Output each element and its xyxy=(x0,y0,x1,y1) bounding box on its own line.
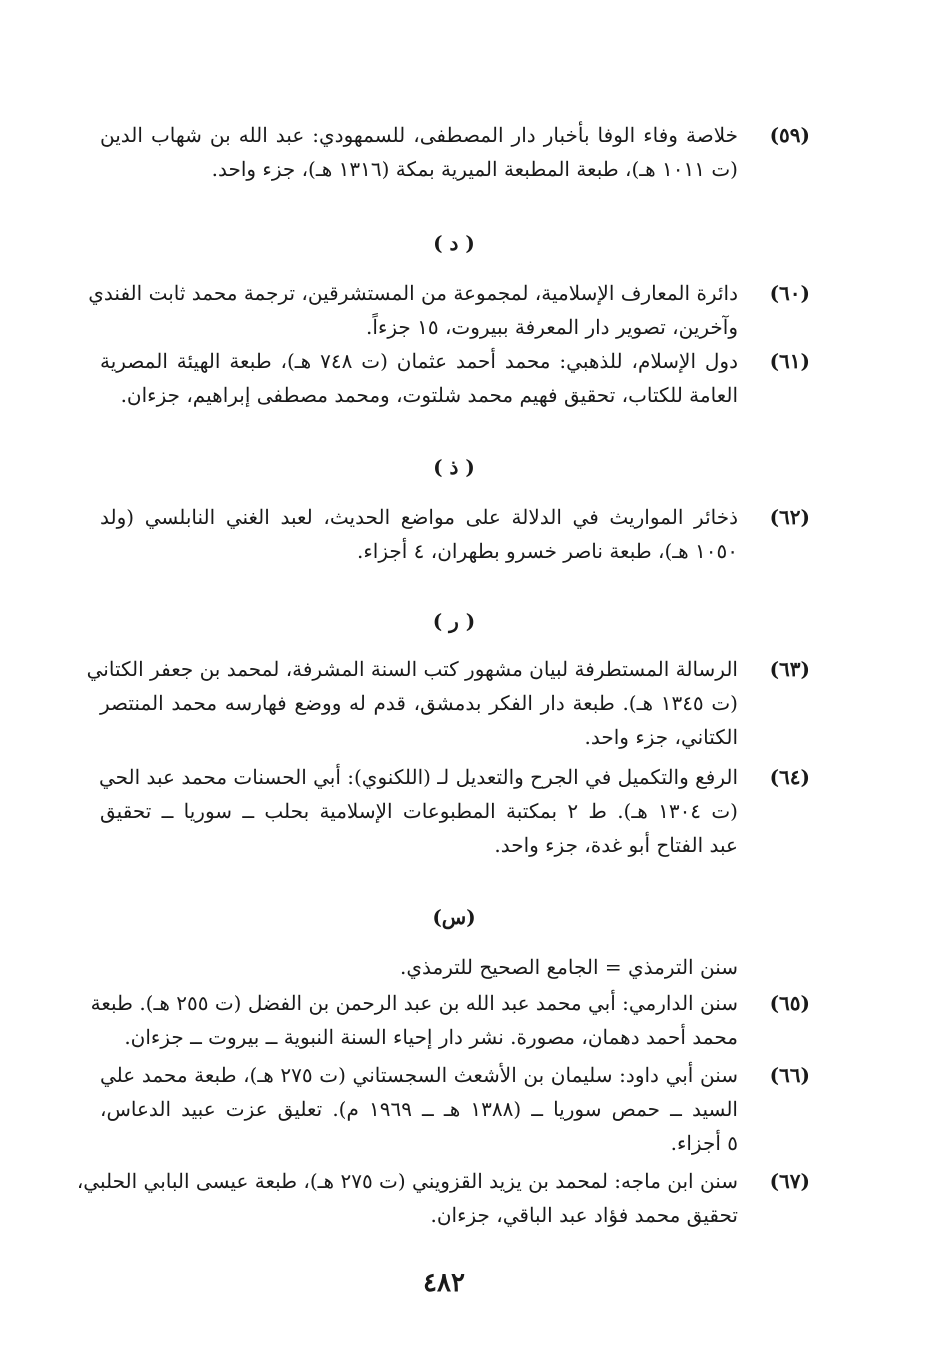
section-heading: (س) xyxy=(432,905,476,929)
bibliography-entry xyxy=(86,652,810,754)
section-heading: ( ذ ) xyxy=(433,455,475,479)
entry-number: (٦٢) xyxy=(769,505,810,529)
entry-line: دائرة المعارف الإسلامية، لمجموعة من المستشرقين، ترجمة محمد ثابت الفندي xyxy=(88,281,738,305)
entry-number: (٦١) xyxy=(769,349,810,373)
entry-number: (٦٦) xyxy=(769,1063,810,1087)
section-heading: ( د ) xyxy=(433,231,475,255)
entry-line: خلاصة وفاء الوفا بأخبار دار المصطفى، للسمهودي: عبد الله بن شهاب الدين xyxy=(100,123,738,147)
entry-line: دول الإسلام، للذهبي: محمد أحمد عثمان (ت ٧٤٨ هـ)، طبعة الهيئة المصرية xyxy=(100,349,738,373)
entry-line: محمد أحمد دهمان، مصورة. نشر دار إحياء السنة النبوية ــ بيروت ــ جزءان. xyxy=(124,1025,738,1049)
entry-line: ١٠٥٠ هـ)، طبعة ناصر خسرو بطهران، ٤ أجزاء. xyxy=(357,539,738,563)
entry-line: السيد ــ حمص سوريا ــ (١٣٨٨ هـ ــ ١٩٦٩ م). تعليق عزت عبيد الدعاس، xyxy=(100,1097,738,1121)
entry-line: الكتاني، جزء واحد. xyxy=(584,725,738,749)
entry-number: (٥٩) xyxy=(769,123,810,147)
entry-number: (٦٠) xyxy=(769,281,810,305)
entry-line: الرفع والتكميل في الجرح والتعديل لـ (اللكنوي): أبي الحسنات محمد عبد الحي xyxy=(98,765,738,789)
section-heading: ( ر ) xyxy=(432,609,476,633)
cross-reference-text: سنن الترمذي = الجامع الصحيح للترمذي. xyxy=(399,955,738,979)
entry-line: (ت ١٠١١ هـ)، طبعة المطبعة الميرية بمكة (١٣١٦ هـ)، جزء واحد. xyxy=(211,157,738,181)
entry-line: (ت ١٣٠٤ هـ). ط ٢ بمكتبة المطبوعات الإسلامية بحلب ــ سوريا ــ تحقيق xyxy=(100,799,738,823)
entry-number: (٦٥) xyxy=(769,991,810,1015)
entry-number: (٦٧) xyxy=(769,1169,810,1193)
bibliography-entry xyxy=(100,344,810,412)
entry-line: العامة للكتاب، تحقيق فهيم محمد شلتوت، ومحمد مصطفى إبراهيم، جزءان. xyxy=(120,383,738,407)
bibliography-entry xyxy=(90,986,810,1054)
bibliography-entry xyxy=(88,276,810,344)
page-number: ٤٨٢ xyxy=(423,1268,465,1298)
entry-line: ذخائر المواريث في الدلالة على مواضع الحديث، لعبد الغني النابلسي (ولد xyxy=(100,505,738,529)
entry-line: سنن الدارمي: أبي محمد عبد الله بن عبد الرحمن بن الفضل (ت ٢٥٥ هـ). طبعة xyxy=(90,991,738,1015)
entry-line: سنن ابن ماجه: لمحمد بن يزيد القزويني (ت ٢٧٥ هـ)، طبعة عيسى البابي الحلبي، xyxy=(76,1169,738,1193)
bibliography-entry xyxy=(100,1058,810,1160)
entry-line: سنن أبي داود: سليمان بن الأشعث السجستاني (ت ٢٧٥ هـ)، طبعة محمد علي xyxy=(100,1063,739,1087)
entry-line: الرسالة المستطرفة لبيان مشهور كتب السنة المشرفة، لمحمد بن جعفر الكتاني xyxy=(86,657,738,681)
bibliography-entry xyxy=(100,118,810,186)
entry-number: (٦٣) xyxy=(769,657,810,681)
entry-line: ٥ أجزاء. xyxy=(670,1131,738,1155)
bibliography-entry xyxy=(100,500,810,568)
entry-line: عبد الفتاح أبو غدة، جزء واحد. xyxy=(494,833,738,857)
bibliography-entry xyxy=(100,760,810,862)
bibliography-entry xyxy=(76,1164,810,1232)
cross-reference xyxy=(100,950,810,984)
entry-line: تحقيق محمد فؤاد عبد الباقي، جزءان. xyxy=(430,1203,738,1227)
entry-line: وآخرين، تصوير دار المعرفة ببيروت، ١٥ جزءاً. xyxy=(366,315,738,339)
entry-line: (ت ١٣٤٥ هـ). طبعة دار الفكر بدمشق، قدم له ووضع فهارسه محمد المنتصر xyxy=(100,691,738,715)
entry-number: (٦٤) xyxy=(769,765,810,789)
